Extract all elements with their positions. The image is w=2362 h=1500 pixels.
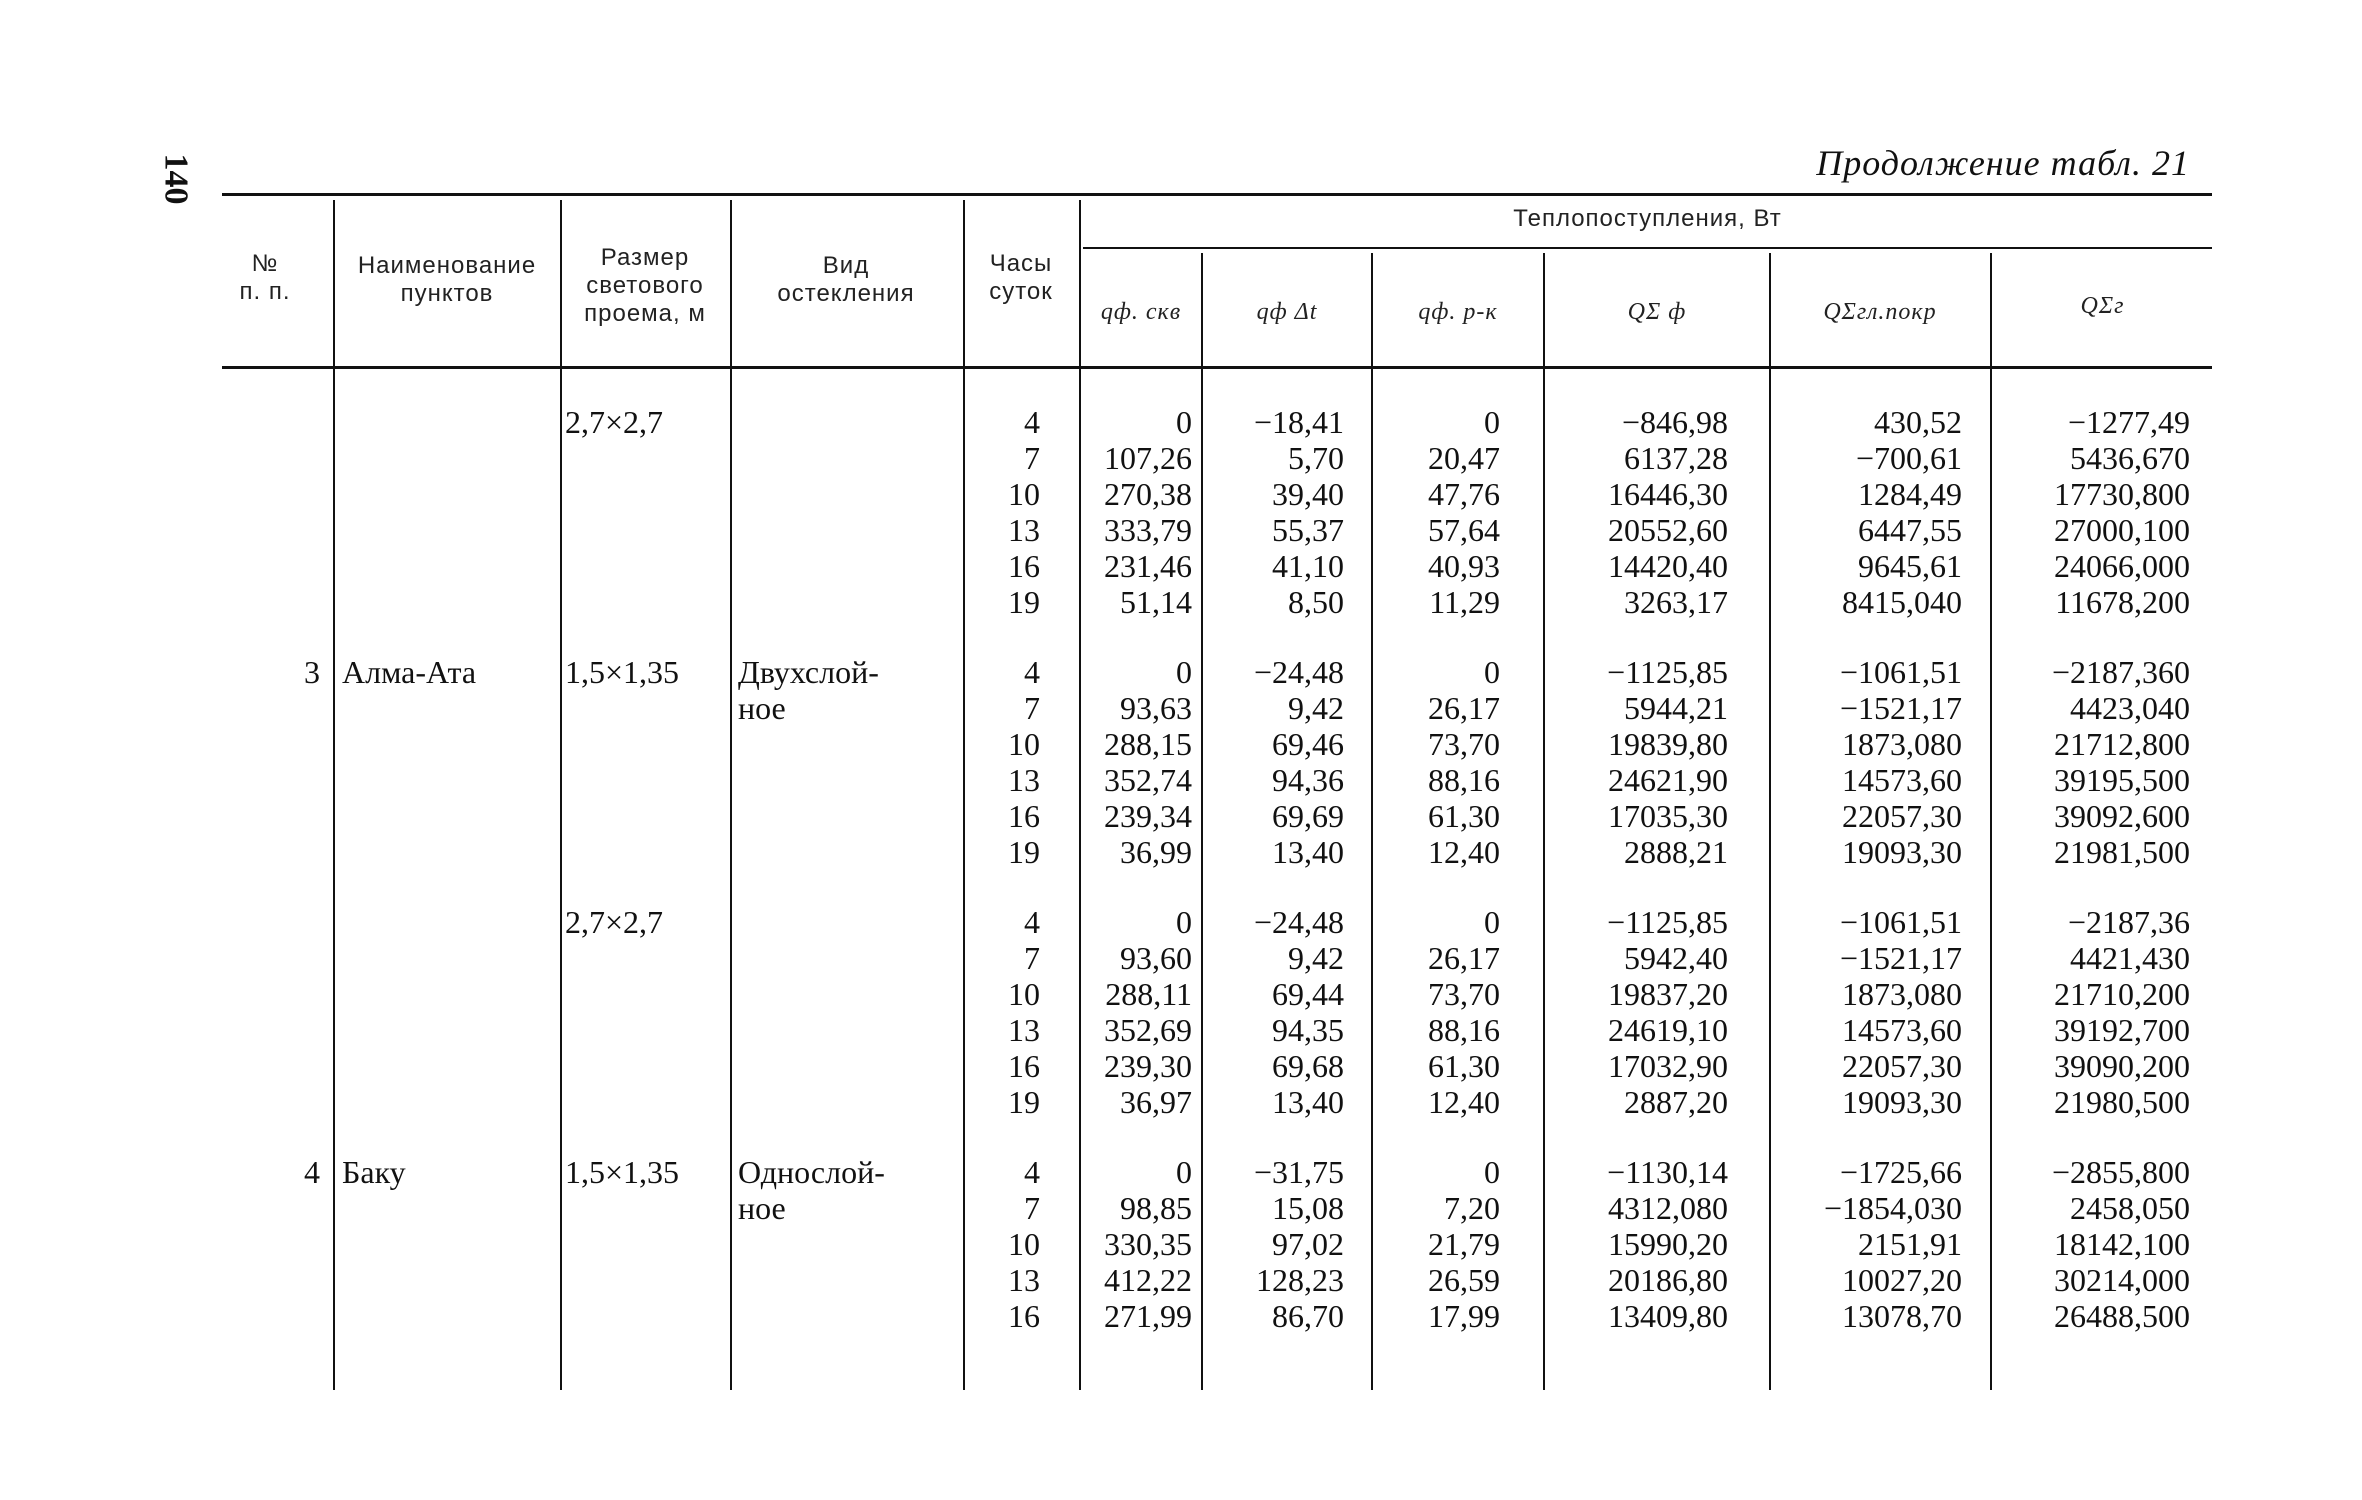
q-skv-cell: 36,97 (1120, 1084, 1192, 1120)
q-rk-cell: 11,29 (1429, 584, 1500, 620)
Q-sum-g-cell: 21980,500 (2054, 1084, 2190, 1120)
q-rk-cell: 88,16 (1428, 1012, 1500, 1048)
header-Q-sum-roof: QΣгл.покр (1823, 299, 1937, 325)
Q-sum-f-cell: 16446,30 (1608, 476, 1728, 512)
Q-sum-f-cell: 14420,40 (1608, 548, 1728, 584)
hours-cell: 7 (1024, 690, 1040, 726)
q-rk-cell: 73,70 (1428, 976, 1500, 1012)
q-dt-cell: −18,41 (1253, 404, 1344, 440)
hours-cell: 13 (1008, 762, 1040, 798)
Q-sum-roof-cell: 14573,60 (1842, 762, 1962, 798)
col-divider-1 (333, 200, 335, 1390)
header-q-dt: qф Δt (1256, 299, 1318, 325)
Q-sum-roof-cell: 19093,30 (1842, 1084, 1962, 1120)
q-rk-cell: 21,79 (1428, 1226, 1500, 1262)
Q-sum-f-cell: 17032,90 (1608, 1048, 1728, 1084)
q-dt-cell: 5,70 (1288, 440, 1344, 476)
q-skv-cell: 288,11 (1105, 976, 1192, 1012)
Q-sum-roof-cell: 22057,30 (1842, 798, 1962, 834)
q-dt-cell: 9,42 (1288, 690, 1344, 726)
Q-sum-g-cell: 27000,100 (2054, 512, 2190, 548)
q-skv-cell: 333,79 (1104, 512, 1192, 548)
Q-sum-roof-cell: 6447,55 (1858, 512, 1962, 548)
Q-sum-g-cell: 24066,000 (2054, 548, 2190, 584)
q-dt-cell: 8,50 (1288, 584, 1344, 620)
Q-sum-roof-cell: 430,52 (1874, 404, 1962, 440)
Q-sum-roof-cell: −1061,51 (1839, 654, 1962, 690)
hours-cell: 13 (1008, 512, 1040, 548)
q-skv-cell: 36,99 (1120, 834, 1192, 870)
q-rk-cell: 73,70 (1428, 726, 1500, 762)
Q-sum-f-cell: −1130,14 (1607, 1154, 1728, 1190)
Q-sum-f-cell: 3263,17 (1624, 584, 1728, 620)
hours-cell: 16 (1008, 1048, 1040, 1084)
q-dt-cell: 69,68 (1272, 1048, 1344, 1084)
Q-sum-roof-cell: −700,61 (1855, 440, 1962, 476)
q-rk-cell: 61,30 (1428, 798, 1500, 834)
header-hours: Часы суток (989, 250, 1053, 305)
q-skv-cell: 352,74 (1104, 762, 1192, 798)
hours-cell: 10 (1008, 976, 1040, 1012)
Q-sum-roof-cell: 14573,60 (1842, 1012, 1962, 1048)
q-rk-cell: 26,59 (1428, 1262, 1500, 1298)
Q-sum-g-cell: 21710,200 (2054, 976, 2190, 1012)
hours-cell: 19 (1008, 584, 1040, 620)
Q-sum-g-cell: 26488,500 (2054, 1298, 2190, 1334)
q-skv-cell: 271,99 (1104, 1298, 1192, 1334)
Q-sum-g-cell: 18142,100 (2054, 1226, 2190, 1262)
Q-sum-g-cell: −2187,360 (2051, 654, 2190, 690)
q-dt-cell: 9,42 (1288, 940, 1344, 976)
Q-sum-f-cell: 19839,80 (1608, 726, 1728, 762)
glazing-type: Однослой- ное (738, 1154, 885, 1226)
Q-sum-roof-cell: 9645,61 (1858, 548, 1962, 584)
q-rk-cell: 17,99 (1428, 1298, 1500, 1334)
Q-sum-roof-cell: 8415,040 (1842, 584, 1962, 620)
Q-sum-f-cell: 6137,28 (1624, 440, 1728, 476)
Q-sum-roof-cell: −1521,17 (1839, 940, 1962, 976)
q-rk-cell: 61,30 (1428, 1048, 1500, 1084)
Q-sum-g-cell: 39092,600 (2054, 798, 2190, 834)
q-dt-cell: 13,40 (1272, 1084, 1344, 1120)
Q-sum-f-cell: 5942,40 (1624, 940, 1728, 976)
Q-sum-roof-cell: 1284,49 (1858, 476, 1962, 512)
hours-cell: 10 (1008, 1226, 1040, 1262)
q-rk-cell: 88,16 (1428, 762, 1500, 798)
Q-sum-g-cell: 11678,200 (2055, 584, 2190, 620)
q-skv-cell: 98,85 (1120, 1190, 1192, 1226)
q-skv-cell: 270,38 (1104, 476, 1192, 512)
Q-sum-roof-cell: −1521,17 (1839, 690, 1962, 726)
Q-sum-roof-cell: −1061,51 (1839, 904, 1962, 940)
q-rk-cell: 26,17 (1428, 940, 1500, 976)
q-dt-cell: 94,35 (1272, 1012, 1344, 1048)
Q-sum-g-cell: 39195,500 (2054, 762, 2190, 798)
page-number (150, 150, 195, 210)
q-skv-cell: 412,22 (1104, 1262, 1192, 1298)
hours-cell: 4 (1024, 1154, 1040, 1190)
q-dt-cell: 86,70 (1272, 1298, 1344, 1334)
q-rk-cell: 20,47 (1428, 440, 1500, 476)
hours-cell: 7 (1024, 440, 1040, 476)
hours-cell: 13 (1008, 1262, 1040, 1298)
q-skv-cell: 352,69 (1104, 1012, 1192, 1048)
hours-cell: 13 (1008, 1012, 1040, 1048)
Q-sum-f-cell: 2887,20 (1624, 1084, 1728, 1120)
q-dt-cell: 94,36 (1272, 762, 1344, 798)
Q-sum-roof-cell: 19093,30 (1842, 834, 1962, 870)
hours-cell: 16 (1008, 798, 1040, 834)
header-q-rk: qф. р-к (1418, 299, 1498, 325)
Q-sum-g-cell: 39192,700 (2054, 1012, 2190, 1048)
hours-cell: 7 (1024, 940, 1040, 976)
header-name: Наименование пунктов (357, 252, 537, 307)
Q-sum-f-cell: 2888,21 (1624, 834, 1728, 870)
Q-sum-roof-cell: −1854,030 (1823, 1190, 1962, 1226)
page-number-text: 140 (157, 153, 195, 205)
Q-sum-roof-cell: 1873,080 (1842, 726, 1962, 762)
Q-sum-g-cell: 2458,050 (2070, 1190, 2190, 1226)
Q-sum-f-cell: 5944,21 (1624, 690, 1728, 726)
Q-sum-f-cell: 20552,60 (1608, 512, 1728, 548)
q-rk-cell: 7,20 (1444, 1190, 1500, 1226)
Q-sum-g-cell: 5436,670 (2070, 440, 2190, 476)
q-dt-cell: 41,10 (1272, 548, 1344, 584)
Q-sum-roof-cell: 2151,91 (1858, 1226, 1962, 1262)
row-number: 4 (304, 1154, 320, 1190)
location-name: Алма-Ата (342, 654, 477, 690)
q-rk-cell: 0 (1484, 1154, 1500, 1190)
q-rk-cell: 0 (1484, 654, 1500, 690)
Q-sum-g-cell: 4423,040 (2070, 690, 2190, 726)
q-rk-cell: 40,93 (1428, 548, 1500, 584)
q-rk-cell: 47,76 (1428, 476, 1500, 512)
Q-sum-f-cell: −1125,85 (1607, 904, 1728, 940)
Q-sum-f-cell: −1125,85 (1607, 654, 1728, 690)
hours-cell: 19 (1008, 1084, 1040, 1120)
hours-cell: 19 (1008, 834, 1040, 870)
q-skv-cell: 0 (1176, 1154, 1192, 1190)
Q-sum-f-cell: 19837,20 (1608, 976, 1728, 1012)
q-dt-cell: 128,23 (1256, 1262, 1344, 1298)
Q-sum-g-cell: −2187,36 (2067, 904, 2190, 940)
Q-sum-f-cell: 15990,20 (1608, 1226, 1728, 1262)
Q-sum-roof-cell: 1873,080 (1842, 976, 1962, 1012)
opening-size: 1,5×1,35 (565, 654, 680, 690)
q-skv-cell: 0 (1176, 404, 1192, 440)
q-dt-cell: 13,40 (1272, 834, 1344, 870)
hours-cell: 16 (1008, 548, 1040, 584)
glazing-type: Двухслой- ное (738, 654, 879, 726)
Q-sum-g-cell: 4421,430 (2070, 940, 2190, 976)
header-heat-group: Теплопоступления, Вт (1513, 205, 1782, 232)
hours-cell: 4 (1024, 904, 1040, 940)
q-skv-cell: 330,35 (1104, 1226, 1192, 1262)
q-skv-cell: 239,30 (1104, 1048, 1192, 1084)
q-dt-cell: 69,46 (1272, 726, 1344, 762)
q-skv-cell: 288,15 (1104, 726, 1192, 762)
q-dt-cell: −31,75 (1253, 1154, 1344, 1190)
q-skv-cell: 239,34 (1104, 798, 1192, 834)
opening-size: 1,5×1,35 (565, 1154, 680, 1190)
q-dt-cell: 39,40 (1272, 476, 1344, 512)
Q-sum-f-cell: −846,98 (1621, 404, 1728, 440)
col-divider-3 (730, 200, 732, 1390)
Q-sum-g-cell: 21981,500 (2054, 834, 2190, 870)
Q-sum-f-cell: 24619,10 (1608, 1012, 1728, 1048)
header-no: № п. п. (239, 250, 291, 305)
q-dt-cell: 69,69 (1272, 798, 1344, 834)
q-rk-cell: 57,64 (1428, 512, 1500, 548)
hours-cell: 10 (1008, 726, 1040, 762)
Q-sum-g-cell: −2855,800 (2051, 1154, 2190, 1190)
Q-sum-f-cell: 13409,80 (1608, 1298, 1728, 1334)
hours-cell: 7 (1024, 1190, 1040, 1226)
Q-sum-roof-cell: 22057,30 (1842, 1048, 1962, 1084)
q-rk-cell: 12,40 (1428, 834, 1500, 870)
hours-cell: 4 (1024, 654, 1040, 690)
q-skv-cell: 51,14 (1120, 584, 1192, 620)
header-Q-sum-f: QΣ ф (1627, 299, 1687, 325)
q-dt-cell: 55,37 (1272, 512, 1344, 548)
hours-cell: 4 (1024, 404, 1040, 440)
q-dt-cell: −24,48 (1253, 904, 1344, 940)
Q-sum-f-cell: 17035,30 (1608, 798, 1728, 834)
Q-sum-g-cell: −1277,49 (2067, 404, 2190, 440)
q-skv-cell: 93,63 (1120, 690, 1192, 726)
q-rk-cell: 26,17 (1428, 690, 1500, 726)
opening-size: 2,7×2,7 (565, 404, 664, 440)
header-bottom-rule (222, 366, 2212, 369)
Q-sum-f-cell: 24621,90 (1608, 762, 1728, 798)
q-skv-cell: 107,26 (1104, 440, 1192, 476)
q-dt-cell: 15,08 (1272, 1190, 1344, 1226)
q-dt-cell: −24,48 (1253, 654, 1344, 690)
Q-sum-g-cell: 17730,800 (2054, 476, 2190, 512)
Q-sum-g-cell: 30214,000 (2054, 1262, 2190, 1298)
q-rk-cell: 12,40 (1428, 1084, 1500, 1120)
Q-sum-g-cell: 21712,800 (2054, 726, 2190, 762)
q-rk-cell: 0 (1484, 904, 1500, 940)
hours-cell: 16 (1008, 1298, 1040, 1334)
header-Q-sum-g: QΣг (2080, 293, 2125, 319)
table-top-rule (222, 193, 2212, 196)
Q-sum-f-cell: 4312,080 (1608, 1190, 1728, 1226)
Q-sum-f-cell: 20186,80 (1608, 1262, 1728, 1298)
q-skv-cell: 0 (1176, 654, 1192, 690)
header-size: Размер светового проема, м (584, 244, 706, 327)
header-q-skv: qф. скв (1100, 299, 1182, 325)
Q-sum-g-cell: 39090,200 (2054, 1048, 2190, 1084)
q-dt-cell: 97,02 (1272, 1226, 1344, 1262)
q-dt-cell: 69,44 (1272, 976, 1344, 1012)
heat-group-rule (1083, 247, 2212, 249)
Q-sum-roof-cell: 13078,70 (1842, 1298, 1962, 1334)
opening-size: 2,7×2,7 (565, 904, 664, 940)
header-glazing: Вид остекления (777, 252, 915, 307)
q-skv-cell: 93,60 (1120, 940, 1192, 976)
Q-sum-roof-cell: 10027,20 (1842, 1262, 1962, 1298)
hours-cell: 10 (1008, 476, 1040, 512)
q-skv-cell: 0 (1176, 904, 1192, 940)
row-number: 3 (304, 654, 320, 690)
location-name: Баку (342, 1154, 406, 1190)
q-rk-cell: 0 (1484, 404, 1500, 440)
Q-sum-roof-cell: −1725,66 (1839, 1154, 1962, 1190)
q-skv-cell: 231,46 (1104, 548, 1192, 584)
continuation-label: Продолжение табл. 21 (1816, 143, 2190, 183)
col-divider-2 (560, 200, 562, 1390)
